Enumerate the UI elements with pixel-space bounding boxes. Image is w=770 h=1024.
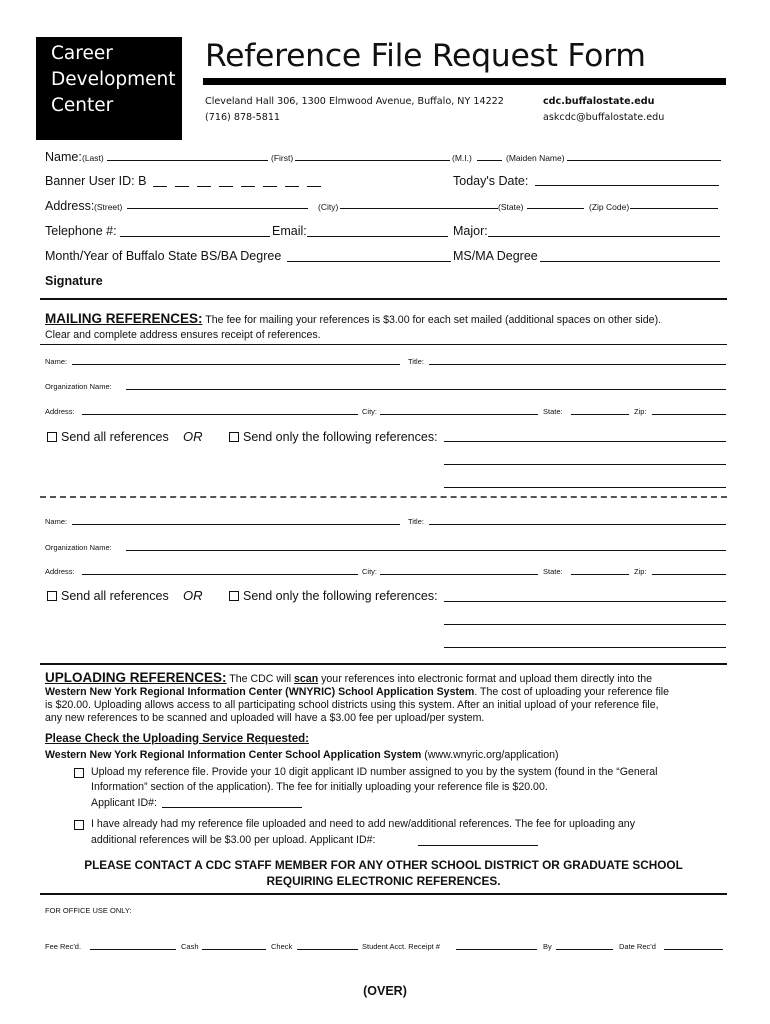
title-underline-bar	[203, 78, 726, 85]
todays-date-field[interactable]	[535, 185, 719, 186]
add-references-text-2: additional references will be $3.00 per upload. Applicant ID#:	[91, 834, 376, 846]
upload-file-text-2: Information” section of the application). The fee for initially uploading your reference file is $20.00.	[91, 781, 548, 793]
ref2-city-label: City:	[362, 567, 377, 576]
form-title: Reference File Request Form	[205, 38, 646, 74]
scan-emphasis: scan	[294, 673, 319, 685]
zip-field[interactable]	[630, 208, 718, 209]
upload-file-checkbox[interactable]	[74, 768, 84, 778]
banner-digit-2[interactable]	[175, 186, 189, 187]
wnyric-system-name: Western New York Regional Information Center (WNYRIC) School Application System	[45, 686, 475, 698]
last-name-field[interactable]	[107, 160, 268, 161]
state-field[interactable]	[527, 208, 584, 209]
fee-received-label: Fee Rec'd.	[45, 942, 82, 951]
system-line	[45, 749, 559, 762]
banner-digit-4[interactable]	[219, 186, 233, 187]
ref2-following-line-1[interactable]	[444, 601, 726, 602]
cash-label: Cash	[181, 942, 199, 951]
ms-ma-degree-field[interactable]	[540, 261, 720, 262]
ref2-send-all-label: Send all references	[61, 589, 169, 603]
address-label: Address:	[45, 199, 95, 213]
major-label: Major:	[453, 224, 488, 238]
uploading-intro-line1	[45, 670, 652, 685]
add-references-text-1: I have already had my reference file uploaded and need to add new/additional references. The fee for uploading any	[91, 818, 635, 830]
uploading-intro-line3: is $20.00. Uploading allows access to all participating school districts using this system. After an initial upload of your reference file,	[45, 699, 659, 711]
ref1-address-field[interactable]	[82, 414, 358, 415]
logo-line-3: Center	[51, 95, 114, 116]
ref2-state-field[interactable]	[571, 574, 629, 575]
ref2-send-following-option[interactable]	[229, 589, 438, 603]
zip-hint: (Zip Code)	[589, 202, 630, 212]
maiden-name-hint: (Maiden Name)	[506, 153, 565, 163]
uploading-divider	[40, 663, 727, 665]
bs-ba-degree-field[interactable]	[287, 261, 451, 262]
ref1-send-all-label: Send all references	[61, 430, 169, 444]
ref1-send-following-checkbox[interactable]	[229, 432, 239, 442]
receipt-field[interactable]	[456, 949, 537, 950]
contact-notice	[40, 857, 727, 889]
logo-line-1: Career	[51, 43, 113, 64]
mailing-note: Clear and complete address ensures receipt of references.	[45, 329, 321, 341]
ms-ma-degree-label: MS/MA Degree	[453, 249, 538, 263]
banner-digit-6[interactable]	[263, 186, 277, 187]
logo-line-2: Development	[51, 69, 176, 90]
ref1-state-label: State:	[543, 407, 563, 416]
banner-digit-8[interactable]	[307, 186, 321, 187]
system-url: (www.wnyric.org/application)	[421, 749, 559, 761]
ref2-zip-field[interactable]	[652, 574, 726, 575]
by-field[interactable]	[556, 949, 613, 950]
banner-digit-3[interactable]	[197, 186, 211, 187]
office-divider	[40, 893, 727, 895]
first-name-field[interactable]	[295, 160, 450, 161]
uploading-intro-line4: any new references to be scanned and uploaded will have a $3.00 fee per upload/per system.	[45, 712, 485, 724]
ref2-city-field[interactable]	[380, 574, 538, 575]
contact-notice-line1: PLEASE CONTACT A CDC STAFF MEMBER FOR ANY OTHER SCHOOL DISTRICT OR GRADUATE SCHOOL	[84, 858, 683, 872]
ref2-following-line-2[interactable]	[444, 624, 726, 625]
cdc-website: cdc.buffalostate.edu	[543, 96, 655, 107]
ref2-zip-label: Zip:	[634, 567, 647, 576]
city-field[interactable]	[340, 208, 498, 209]
last-name-hint: (Last)	[82, 153, 104, 163]
applicant-id-field-1[interactable]	[162, 807, 302, 808]
ref2-title-field[interactable]	[429, 524, 726, 525]
mailing-intro	[45, 311, 661, 326]
office-use-heading: FOR OFFICE USE ONLY:	[45, 906, 132, 915]
cash-field[interactable]	[202, 949, 266, 950]
mailing-divider	[40, 344, 727, 345]
banner-digit-7[interactable]	[285, 186, 299, 187]
ref2-address-label: Address:	[45, 567, 75, 576]
ref2-following-line-3[interactable]	[444, 647, 726, 648]
check-service-heading: Please Check the Uploading Service Requested:	[45, 733, 309, 745]
ref1-zip-field[interactable]	[652, 414, 726, 415]
ref1-title-field[interactable]	[429, 364, 726, 365]
signature-label: Signature	[45, 274, 103, 288]
system-name: Western New York Regional Information Center School Application System	[45, 749, 422, 761]
ref1-send-following-option[interactable]	[229, 430, 438, 444]
ref1-following-line-1[interactable]	[444, 441, 726, 442]
ref1-address-label: Address:	[45, 407, 75, 416]
mi-hint: (M.I.)	[452, 153, 472, 163]
telephone-field[interactable]	[120, 236, 270, 237]
add-references-checkbox[interactable]	[74, 820, 84, 830]
uploading-cost-text: . The cost of uploading your reference file	[474, 686, 670, 698]
ref1-title-label: Title:	[408, 357, 424, 366]
todays-date-label: Today's Date:	[453, 174, 529, 188]
ref1-name-field[interactable]	[72, 364, 400, 365]
reference-separator	[40, 496, 727, 498]
check-label: Check	[271, 942, 293, 951]
over-indicator: (OVER)	[363, 984, 407, 998]
banner-digit-1[interactable]	[153, 186, 167, 187]
receipt-label: Student Acct. Receipt #	[362, 942, 440, 951]
mi-field[interactable]	[477, 160, 502, 161]
city-hint: (City)	[318, 202, 339, 212]
by-label: By	[543, 942, 552, 951]
mailing-fee-text: The fee for mailing your references is $3.00 for each set mailed (additional spaces on other side).	[202, 314, 662, 326]
ref2-org-field[interactable]	[126, 550, 726, 551]
first-name-hint: (First)	[271, 153, 294, 163]
bs-ba-degree-label: Month/Year of Buffalo State BS/BA Degree	[45, 249, 282, 263]
section-divider	[40, 298, 727, 300]
ref1-state-field[interactable]	[571, 414, 629, 415]
banner-id-label: Banner User ID: B	[45, 174, 147, 188]
ref2-send-all-checkbox[interactable]	[47, 591, 57, 601]
date-received-label: Date Rec'd	[619, 942, 656, 951]
ref2-name-field[interactable]	[72, 524, 400, 525]
ref1-org-field[interactable]	[126, 389, 726, 390]
ref2-org-label: Organization Name:	[45, 543, 112, 552]
upload-file-text-1: Upload my reference file. Provide your 10 digit applicant ID number assigned to you by the system (found in the “General	[91, 766, 658, 778]
name-label: Name:	[45, 150, 82, 164]
uploading-text-a: The CDC will	[226, 673, 295, 685]
ref1-send-all-option[interactable]	[47, 430, 169, 444]
ref2-send-following-label: Send only the following references:	[243, 589, 438, 603]
applicant-id-field-2[interactable]	[418, 845, 538, 846]
ref2-name-label: Name:	[45, 517, 68, 526]
ref1-org-label: Organization Name:	[45, 382, 112, 391]
cdc-logo-block	[36, 37, 182, 140]
ref1-send-all-checkbox[interactable]	[47, 432, 57, 442]
ref1-city-label: City:	[362, 407, 377, 416]
banner-digit-5[interactable]	[241, 186, 255, 187]
state-hint: (State)	[498, 202, 524, 212]
ref1-following-line-3[interactable]	[444, 487, 726, 488]
ref2-send-following-checkbox[interactable]	[229, 591, 239, 601]
email-label: Email:	[272, 224, 307, 238]
major-field[interactable]	[488, 236, 720, 237]
uploading-text-b: your references into electronic format and upload them directly into the	[318, 673, 653, 685]
ref2-send-all-option[interactable]	[47, 589, 169, 603]
fee-received-field[interactable]	[90, 949, 176, 950]
cdc-email: askcdc@buffalostate.edu	[543, 112, 665, 123]
ref1-zip-label: Zip:	[634, 407, 647, 416]
cdc-address: Cleveland Hall 306, 1300 Elmwood Avenue, Buffalo, NY 14222	[205, 96, 504, 107]
ref1-name-label: Name:	[45, 357, 68, 366]
ref1-send-following-label: Send only the following references:	[243, 430, 438, 444]
ref1-following-line-2[interactable]	[444, 464, 726, 465]
ref1-or-text: OR	[183, 429, 203, 444]
ref2-title-label: Title:	[408, 517, 424, 526]
ref1-city-field[interactable]	[380, 414, 538, 415]
uploading-heading: UPLOADING REFERENCES:	[45, 670, 227, 685]
maiden-name-field[interactable]	[567, 160, 721, 161]
check-field[interactable]	[297, 949, 358, 950]
uploading-intro-line2	[45, 686, 669, 699]
street-hint: (Street)	[94, 202, 123, 212]
ref2-or-text: OR	[183, 588, 203, 603]
street-field[interactable]	[127, 208, 308, 209]
ref2-state-label: State:	[543, 567, 563, 576]
telephone-label: Telephone #:	[45, 224, 117, 238]
ref2-address-field[interactable]	[82, 574, 358, 575]
mailing-heading: MAILING REFERENCES:	[45, 311, 203, 326]
email-field[interactable]	[307, 236, 448, 237]
cdc-phone: (716) 878-5811	[205, 112, 281, 123]
applicant-id-label-1: Applicant ID#:	[91, 797, 157, 809]
contact-notice-line2: REQUIRING ELECTRONIC REFERENCES.	[266, 874, 501, 888]
date-received-field[interactable]	[664, 949, 723, 950]
